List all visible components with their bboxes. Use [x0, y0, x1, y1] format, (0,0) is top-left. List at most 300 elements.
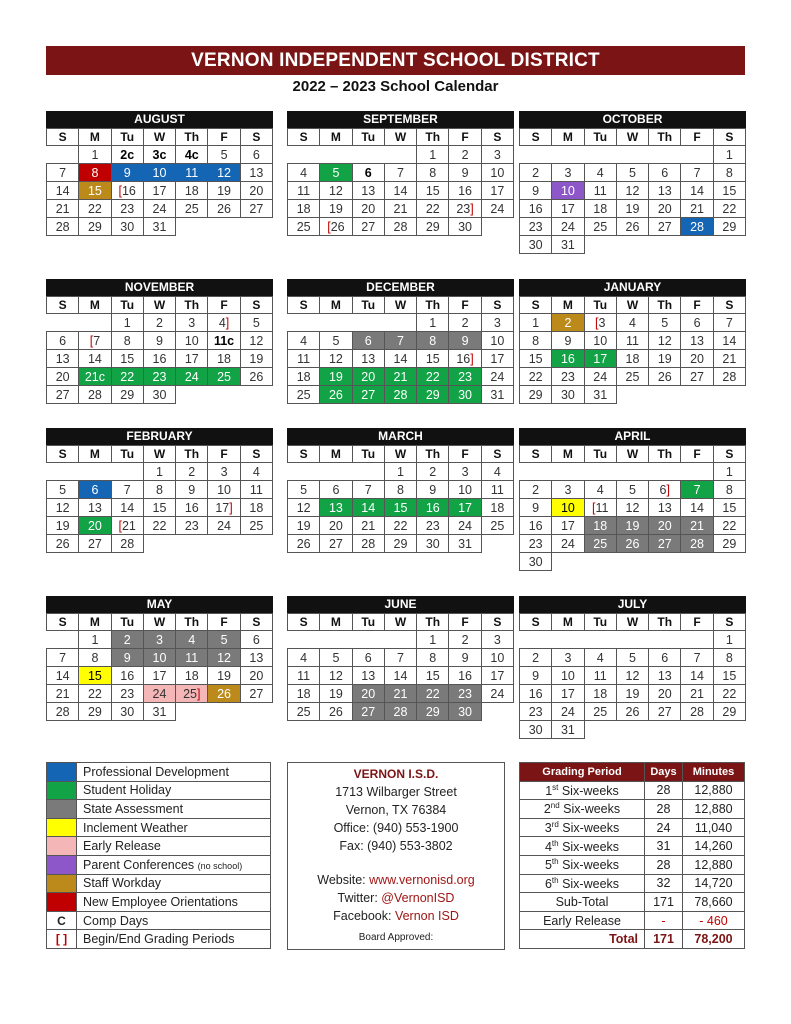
legend-row [47, 837, 271, 856]
day-number: 15 [87, 183, 102, 198]
day-number: 11 [595, 500, 609, 515]
calendar-day: 18 [288, 368, 320, 386]
calendar-day: 25 [616, 368, 648, 386]
calendar-day: 14 [47, 182, 79, 200]
calendar-day: 28 [384, 218, 416, 236]
calendar-day: 21 [47, 685, 79, 703]
week-row [520, 368, 746, 386]
day-number: 30 [458, 387, 472, 402]
weekday-label: W [143, 297, 175, 314]
grading-row [520, 874, 745, 893]
month-december [287, 279, 514, 404]
calendar-day: 30 [417, 535, 449, 553]
website-line [288, 871, 504, 889]
calendar-day [79, 481, 111, 499]
twitter-link[interactable]: @VernonISD [381, 891, 455, 905]
calendar-day: 18 [208, 350, 240, 368]
period-number: 5 [544, 858, 552, 873]
calendar-day: 3 [208, 463, 240, 481]
weekday-label: Th [649, 297, 681, 314]
calendar-day: 16 [176, 499, 208, 517]
grading-end-bracket: ] [470, 201, 474, 216]
empty-day [79, 314, 111, 332]
month-title: AUGUST [46, 111, 273, 128]
empty-day [240, 386, 272, 404]
day-number: 24 [184, 369, 199, 384]
day-number: 2 [123, 632, 131, 647]
day-number: 16 [456, 351, 471, 366]
weekday-label: F [681, 446, 713, 463]
month-july [519, 596, 746, 739]
grading-period-cell [520, 874, 645, 893]
empty-day [616, 146, 648, 164]
calendar-day: 28 [713, 368, 745, 386]
calendar-day: 24 [552, 703, 584, 721]
empty-day [616, 721, 648, 739]
weekday-label: W [384, 297, 416, 314]
legend-row [47, 800, 271, 819]
calendar-day: 1 [111, 314, 143, 332]
day-number: 8 [429, 333, 437, 348]
weekday-label: Th [649, 446, 681, 463]
day-number: 10 [560, 500, 575, 515]
weekday-label: S [520, 129, 552, 146]
empty-day [47, 146, 79, 164]
weekday-label: S [481, 129, 513, 146]
legend-row [47, 911, 271, 930]
calendar-day [143, 649, 175, 667]
empty-day [288, 463, 320, 481]
weekday-label: F [449, 614, 481, 631]
weekday-label: Tu [584, 129, 616, 146]
grading-row [520, 818, 745, 837]
weekday-label: M [552, 446, 584, 463]
calendar-day: 7 [384, 164, 416, 182]
calendar-day: 23 [520, 703, 552, 721]
day-number: 23 [456, 201, 471, 216]
calendar-day [417, 368, 449, 386]
calendar-day: 25 [288, 218, 320, 236]
period-suffix: th [551, 875, 559, 885]
calendar-day: 19 [616, 685, 648, 703]
calendar-day [584, 350, 616, 368]
empty-day [649, 236, 681, 254]
calendar-day: 7 [352, 481, 384, 499]
calendar-day: 17 [176, 350, 208, 368]
weekday-label: S [47, 297, 79, 314]
calendar-day: 19 [320, 685, 352, 703]
empty-day [713, 553, 745, 571]
weekday-label: W [616, 297, 648, 314]
calendar-day [352, 332, 384, 350]
calendar-day: 16 [520, 517, 552, 535]
calendar-day: 5 [616, 649, 648, 667]
calendar-day: 12 [616, 182, 648, 200]
calendar-day: 1 [520, 314, 552, 332]
calendar-day: 30 [552, 386, 584, 404]
calendar-day: 6 [681, 314, 713, 332]
total-days: 171 [645, 930, 683, 949]
week-row [47, 314, 273, 332]
calendar-day [111, 164, 143, 182]
empty-day [552, 463, 584, 481]
week-row [520, 703, 746, 721]
weekday-header-row [520, 297, 746, 314]
calendar-day [384, 685, 416, 703]
calendar-day: 3 [481, 314, 513, 332]
calendar-day: 17 [481, 667, 513, 685]
weekday-label: S [288, 129, 320, 146]
calendar-day: 23 [111, 200, 143, 218]
day-number: 11 [185, 165, 199, 180]
month-august [46, 111, 273, 236]
calendar-day: 5 [208, 146, 240, 164]
grading-header-days: Days [645, 763, 683, 782]
calendar-day: 8 [111, 332, 143, 350]
calendar-day: 19 [320, 200, 352, 218]
weekday-label: Tu [111, 446, 143, 463]
day-number: 28 [393, 704, 408, 719]
facebook-link[interactable]: Vernon ISD [394, 909, 459, 923]
calendar-day [384, 386, 416, 404]
week-row [520, 631, 746, 649]
calendar-day [681, 535, 713, 553]
calendar-day: 1 [713, 631, 745, 649]
calendar-day: 30 [143, 386, 175, 404]
weekday-label: W [616, 614, 648, 631]
calendar-day: 11 [584, 182, 616, 200]
calendar-day: 17 [143, 667, 175, 685]
calendar-day: 16 [111, 667, 143, 685]
week-row [288, 649, 514, 667]
calendar-day [352, 499, 384, 517]
calendar-day [417, 703, 449, 721]
calendar-day: 17 [552, 517, 584, 535]
day-number: 7 [693, 482, 701, 497]
calendar-day [111, 146, 143, 164]
calendar-day: 23 [552, 368, 584, 386]
grading-begin-bracket: [ [118, 518, 122, 533]
calendar-day: 8 [713, 649, 745, 667]
facebook-label: Facebook: [333, 909, 395, 923]
week-row [520, 553, 746, 571]
empty-day [713, 386, 745, 404]
calendar-day: 17 [481, 350, 513, 368]
calendar-day: 18 [240, 499, 272, 517]
weekday-label: F [681, 129, 713, 146]
legend-label-cell [77, 911, 271, 930]
calendar-day: 29 [79, 218, 111, 236]
day-number: 23 [152, 369, 167, 384]
calendar-day: 20 [240, 182, 272, 200]
calendar-day: 27 [320, 535, 352, 553]
grading-end-bracket: ] [666, 482, 670, 497]
calendar-day: 13 [240, 649, 272, 667]
calendar-day: 13 [79, 499, 111, 517]
calendar-day: 14 [384, 667, 416, 685]
twitter-label: Twitter: [337, 891, 382, 905]
weekday-label: S [47, 446, 79, 463]
calendar-day: 30 [449, 218, 481, 236]
calendar-day: 4 [616, 314, 648, 332]
week-row [520, 350, 746, 368]
weekday-label: Tu [111, 614, 143, 631]
weekday-label: S [240, 446, 272, 463]
calendar-day: 4 [584, 481, 616, 499]
period-number: 2 [543, 802, 551, 817]
weekday-label: S [481, 297, 513, 314]
calendar-day: 13 [47, 350, 79, 368]
calendar-day: 27 [79, 535, 111, 553]
grading-row [520, 893, 745, 912]
fax-number: Fax: (940) 553-3802 [339, 839, 453, 853]
calendar-day: 25 [288, 386, 320, 404]
empty-day [520, 463, 552, 481]
week-row [288, 164, 514, 182]
weekday-label: S [713, 297, 745, 314]
calendar-day: 31 [143, 703, 175, 721]
calendar-day: 2 [449, 631, 481, 649]
grading-minutes: 78,660 [683, 893, 745, 912]
week-row [288, 535, 514, 553]
weekday-label: Th [176, 614, 208, 631]
district-info-box [287, 762, 505, 950]
calendar-day: 3 [552, 649, 584, 667]
day-number: 9 [123, 650, 131, 665]
legend-label: Parent Conferences [83, 857, 195, 872]
week-row [520, 499, 746, 517]
calendar-day [143, 631, 175, 649]
legend-swatch-new [47, 893, 77, 912]
legend-swatch-early [47, 837, 77, 856]
website-link[interactable]: www.vernonisd.org [369, 873, 475, 887]
calendar-day [449, 386, 481, 404]
calendar-day: 13 [352, 182, 384, 200]
empty-day [288, 631, 320, 649]
period-suffix: st [552, 782, 559, 792]
calendar-day: 26 [240, 368, 272, 386]
weekday-label: S [481, 614, 513, 631]
day-number: 29 [425, 387, 440, 402]
calendar-day [208, 314, 240, 332]
calendar-day [449, 200, 481, 218]
week-row [520, 164, 746, 182]
calendar-day [449, 703, 481, 721]
weekday-label: S [240, 297, 272, 314]
weekday-label: Th [417, 614, 449, 631]
calendar-day: 16 [520, 200, 552, 218]
month-september [287, 111, 514, 236]
weekday-label: Tu [111, 297, 143, 314]
week-row [520, 721, 746, 739]
week-row [47, 667, 273, 685]
calendar-day: 14 [713, 332, 745, 350]
period-label: Early Release [543, 913, 621, 928]
calendar-day [143, 368, 175, 386]
calendar-day: 5 [649, 314, 681, 332]
week-row [47, 631, 273, 649]
weekday-label: Tu [111, 129, 143, 146]
grading-end-bracket: ] [229, 500, 233, 515]
calendar-day [320, 218, 352, 236]
grading-begin-bracket: [ [591, 500, 596, 515]
calendar-day: 7 [681, 164, 713, 182]
day-number: 21 [393, 686, 408, 701]
calendar-day: 20 [47, 368, 79, 386]
calendar-day [352, 368, 384, 386]
calendar-day: 4 [481, 463, 513, 481]
period-label: Six-weeks [558, 839, 620, 854]
calendar-day: 10 [449, 481, 481, 499]
grading-row [520, 837, 745, 856]
calendar-day [649, 481, 681, 499]
calendar-day: 23 [520, 218, 552, 236]
week-row [288, 685, 514, 703]
calendar-day: 3 [481, 146, 513, 164]
calendar-day: 8 [520, 332, 552, 350]
grading-begin-bracket: [ [327, 219, 331, 234]
period-suffix: rd [551, 820, 559, 829]
weekday-label: Th [649, 129, 681, 146]
grading-period-cell [520, 893, 645, 912]
week-row [47, 649, 273, 667]
calendar-day: 4 [288, 332, 320, 350]
legend-label: Student Holiday [83, 783, 172, 798]
grading-days: 28 [645, 800, 683, 819]
calendar-day: 3 [481, 631, 513, 649]
calendar-day [208, 332, 240, 350]
weekday-label: Th [176, 129, 208, 146]
calendar-day [320, 386, 352, 404]
calendar-day: 6 [240, 146, 272, 164]
calendar-day: 1 [79, 146, 111, 164]
calendar-day: 10 [552, 667, 584, 685]
weekday-label: W [143, 614, 175, 631]
day-number: 4 [188, 632, 196, 647]
day-number: 4c [184, 147, 199, 162]
empty-day [681, 386, 713, 404]
month-title: JUNE [287, 596, 514, 613]
calendar-day: 1 [143, 463, 175, 481]
calendar-day [352, 164, 384, 182]
week-row [288, 200, 514, 218]
empty-day [681, 721, 713, 739]
calendar-day: 27 [681, 368, 713, 386]
calendar-day: 21 [47, 200, 79, 218]
calendar-day: 8 [417, 649, 449, 667]
calendar-day: 12 [616, 667, 648, 685]
day-number: 21 [690, 518, 704, 533]
calendar-day: 8 [384, 481, 416, 499]
empty-day [240, 218, 272, 236]
empty-day [649, 553, 681, 571]
day-number: 17 [458, 500, 472, 515]
calendar-day: 25 [481, 517, 513, 535]
period-number: 4 [544, 839, 552, 854]
empty-day [713, 236, 745, 254]
legend-row [47, 781, 271, 800]
legend-label-cell [77, 893, 271, 912]
calendar-day [208, 499, 240, 517]
day-number: 26 [328, 387, 343, 402]
calendar-day: 23 [111, 685, 143, 703]
calendar-day: 13 [681, 332, 713, 350]
calendar-day: 5 [240, 314, 272, 332]
calendar-day: 30 [111, 218, 143, 236]
legend-label-cell [77, 855, 271, 874]
weekday-header-row [520, 129, 746, 146]
weekday-label: S [47, 614, 79, 631]
calendar-day: 1 [713, 146, 745, 164]
week-row [288, 386, 514, 404]
day-number: 15 [393, 500, 408, 515]
calendar-day [208, 368, 240, 386]
empty-day [552, 553, 584, 571]
calendar-day [176, 685, 208, 703]
week-row [520, 685, 746, 703]
weekday-label: W [384, 446, 416, 463]
empty-day [681, 236, 713, 254]
empty-day [352, 146, 384, 164]
empty-day [176, 218, 208, 236]
week-row [47, 164, 273, 182]
calendar-day [79, 368, 111, 386]
calendar-day: 26 [288, 535, 320, 553]
empty-day [208, 703, 240, 721]
calendar-day: 3 [552, 481, 584, 499]
grading-end-bracket: ] [470, 351, 474, 366]
calendar-day: 28 [352, 535, 384, 553]
empty-day [176, 386, 208, 404]
empty-day [481, 218, 513, 236]
day-number: 13 [328, 500, 343, 515]
week-row [288, 146, 514, 164]
calendar-day [176, 649, 208, 667]
empty-day [240, 703, 272, 721]
empty-day [481, 535, 513, 553]
calendar-day: 30 [520, 553, 552, 571]
total-minutes: 78,200 [683, 930, 745, 949]
calendar-day: 19 [208, 182, 240, 200]
day-number: 10 [560, 183, 575, 198]
day-number: 3 [156, 632, 163, 647]
calendar-day: 19 [649, 350, 681, 368]
week-row [520, 535, 746, 553]
grading-days: 171 [645, 893, 683, 912]
day-number: 28 [393, 387, 408, 402]
empty-day [288, 146, 320, 164]
city-address: Vernon, TX 76384 [345, 803, 447, 817]
calendar-day: 7 [47, 649, 79, 667]
weekday-label: W [143, 129, 175, 146]
empty-day [143, 535, 175, 553]
grading-begin-bracket: [ [594, 315, 599, 330]
grading-minutes: 12,880 [683, 781, 745, 800]
calendar-day: 5 [320, 649, 352, 667]
calendar-day [584, 535, 616, 553]
day-number: 23 [458, 369, 472, 384]
legend-swatch-work [47, 874, 77, 893]
calendar-day [449, 368, 481, 386]
calendar-day: 6 [352, 649, 384, 667]
calendar-day: 22 [384, 517, 416, 535]
week-row [288, 499, 514, 517]
weekday-label: Th [417, 129, 449, 146]
empty-day [584, 146, 616, 164]
calendar-day: 25 [240, 517, 272, 535]
weekday-label: Tu [584, 446, 616, 463]
weekday-header-row [47, 446, 273, 463]
